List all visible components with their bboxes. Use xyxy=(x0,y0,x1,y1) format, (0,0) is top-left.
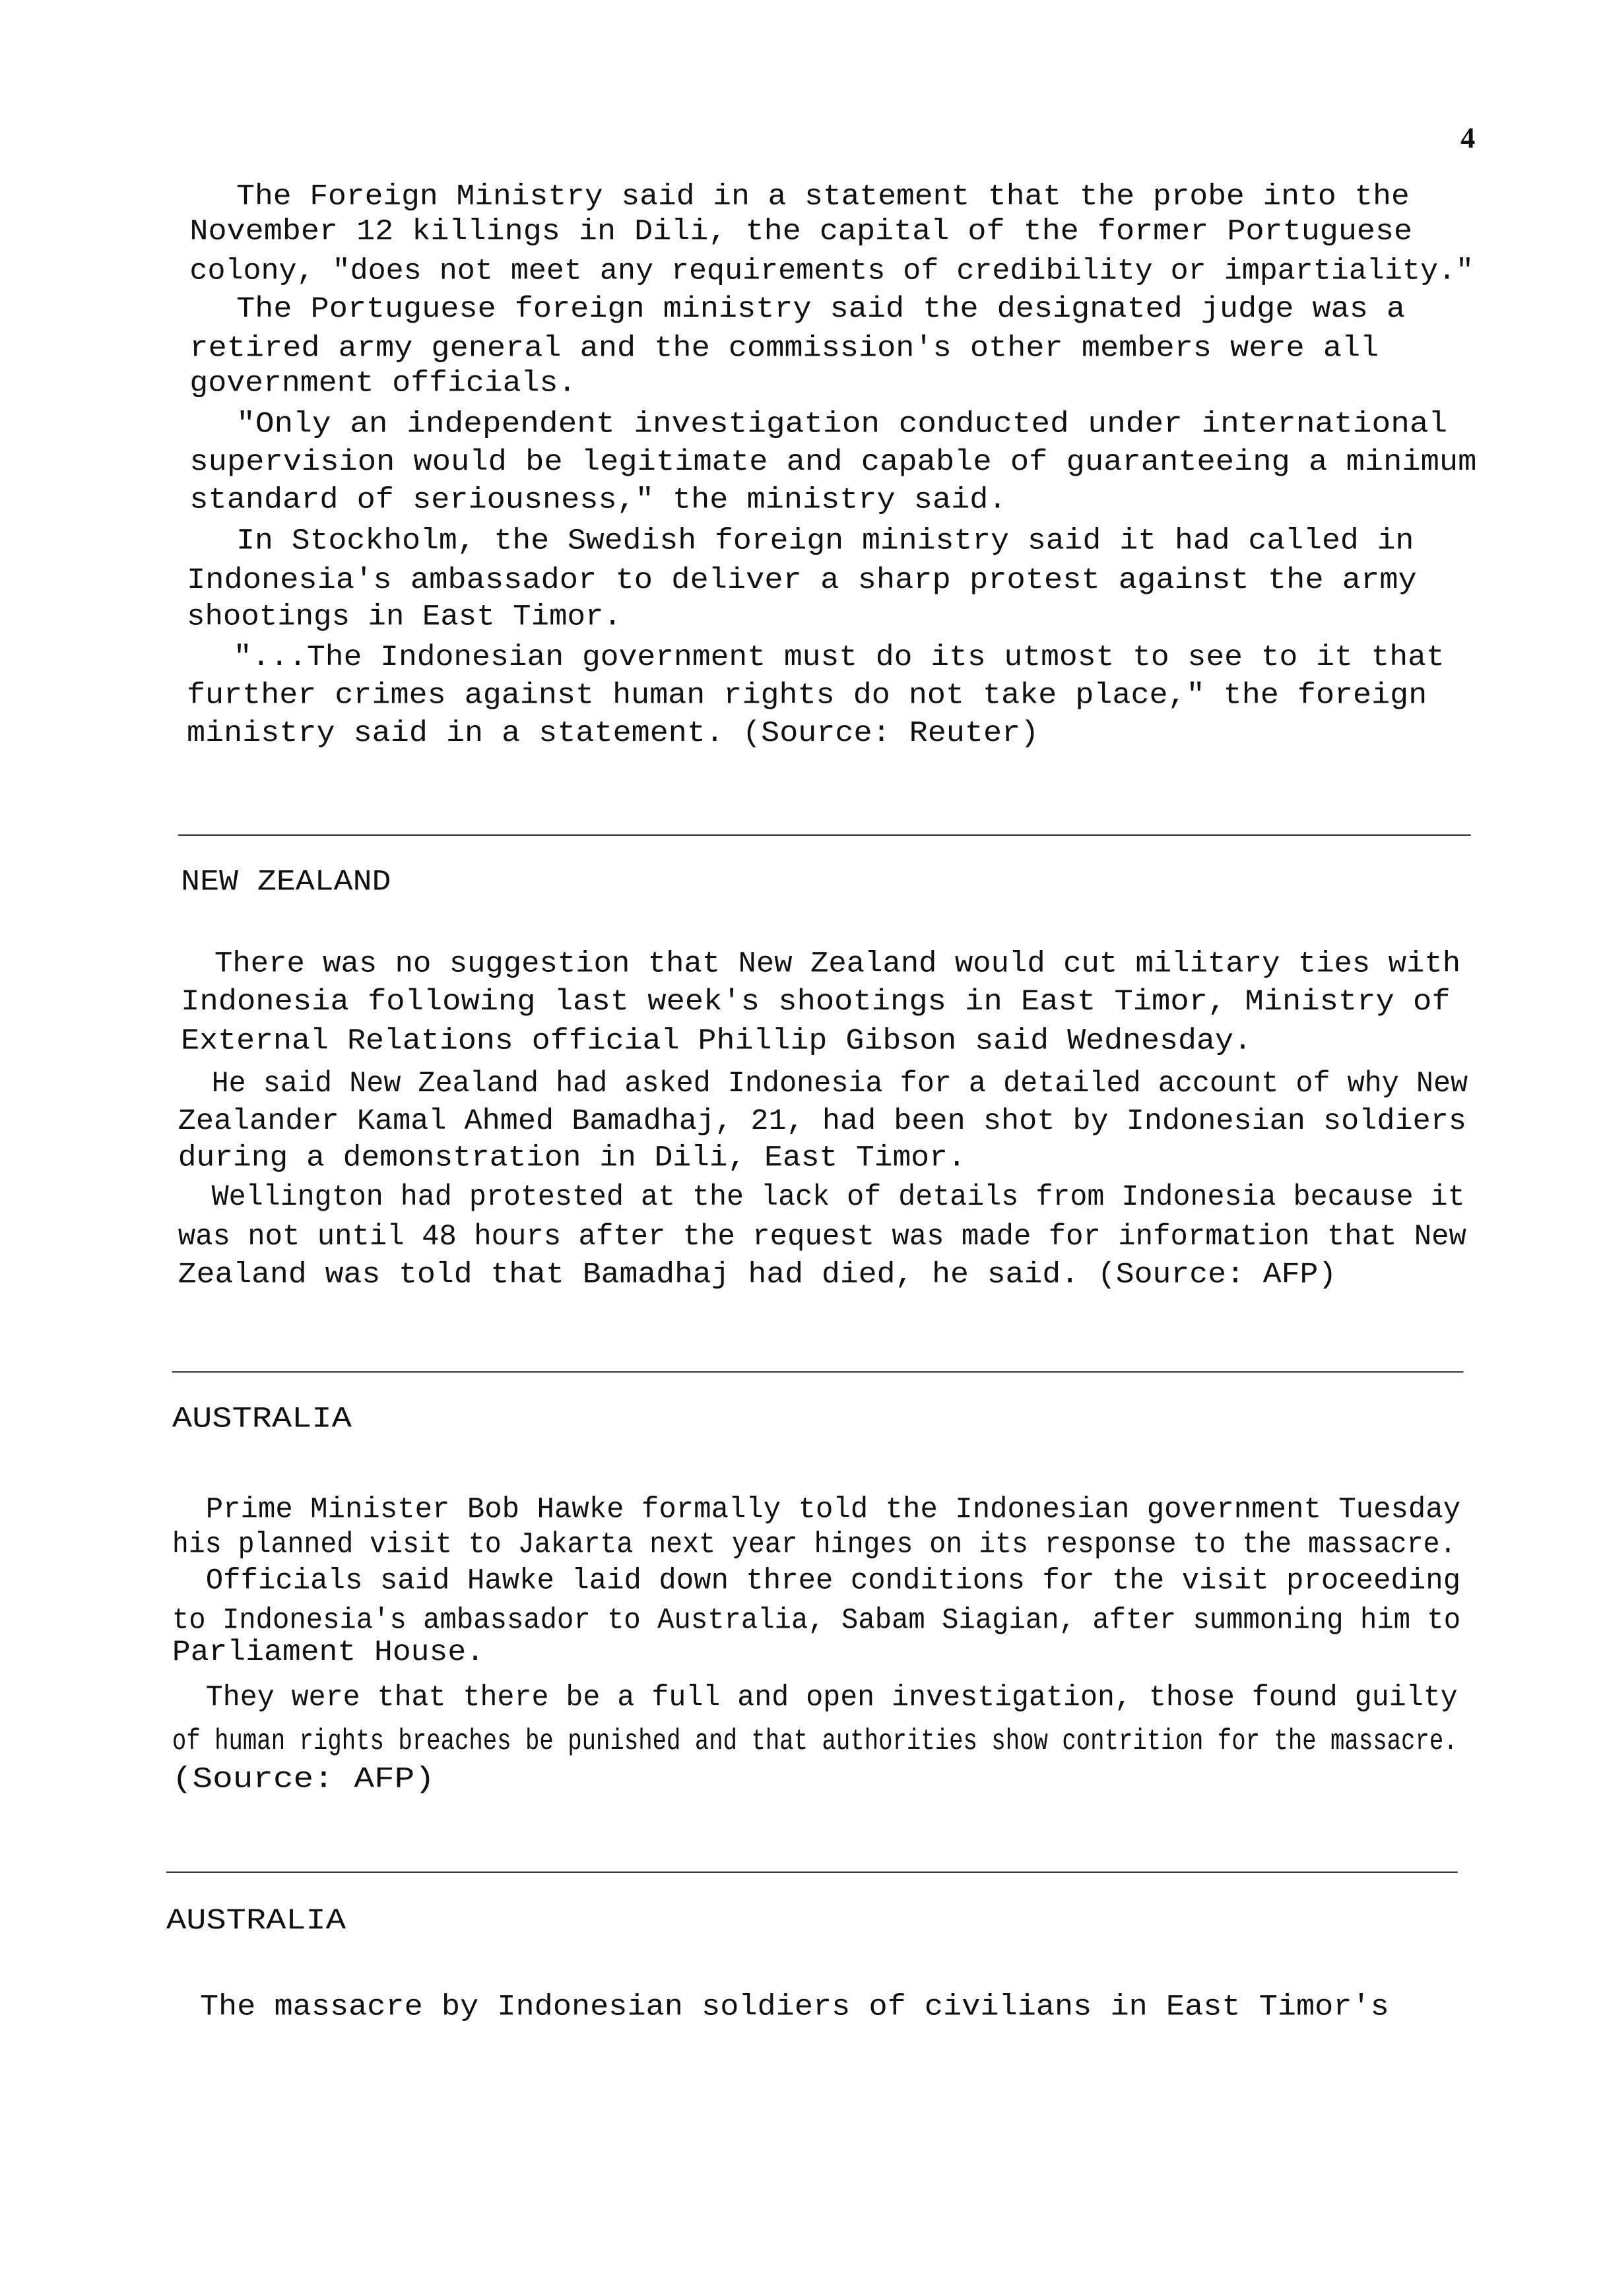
text-line: government officials. xyxy=(189,367,577,401)
text-line: Indonesia's ambassador to deliver a sharp protest against the army xyxy=(186,564,1417,598)
section-divider xyxy=(172,1371,1464,1372)
page-number: 4 xyxy=(1460,122,1476,155)
text-line: External Relations official Phillip Gibson said Wednesday. xyxy=(181,1025,1252,1060)
text-line: Zealand was told that Bamadhaj had died, he said. (Source: AFP) xyxy=(178,1259,1337,1292)
text-line: In Stockholm, the Swedish foreign ministry said it had called in xyxy=(236,525,1414,559)
text-line: his planned visit to Jakarta next year hinges on its response to the massacre. xyxy=(172,1529,1457,1562)
text-line: during a demonstration in Dili, East Timor. xyxy=(178,1142,966,1176)
text-line: Indonesia following last week's shootings in East Timor, Ministry of xyxy=(181,986,1451,1020)
section-divider xyxy=(166,1872,1458,1873)
section-divider xyxy=(178,835,1471,836)
text-line: November 12 killings in Dili, the capital of the former Portuguese xyxy=(189,216,1413,250)
section-heading: AUSTRALIA xyxy=(172,1403,352,1437)
text-line: "Only an independent investigation conducted under international xyxy=(236,408,1448,442)
text-line: Officials said Hawke laid down three conditions for the visit proceeding xyxy=(205,1565,1461,1599)
text-line: of human rights breaches be punished and that authorities show contrition for the massacre. xyxy=(172,1725,1458,1760)
text-line: The Foreign Ministry said in a statement that the probe into the xyxy=(236,181,1410,215)
text-line: supervision would be legitimate and capable of guaranteeing a minimum xyxy=(189,446,1477,480)
text-line: There was no suggestion that New Zealand would cut military ties with xyxy=(214,948,1461,982)
text-line: ministry said in a statement. (Source: Reuter) xyxy=(186,717,1039,751)
text-line: Zealander Kamal Ahmed Bamadhaj, 21, had been shot by Indonesian soldiers xyxy=(178,1105,1466,1139)
text-line: retired army general and the commission's other members were all xyxy=(189,333,1379,366)
text-line: to Indonesia's ambassador to Australia, Sabam Siagian, after summoning him to xyxy=(172,1604,1461,1638)
text-line: Prime Minister Bob Hawke formally told the Indonesian government Tuesday xyxy=(205,1493,1461,1527)
text-line: shootings in East Timor. xyxy=(186,600,622,635)
text-line: Parliament House. xyxy=(172,1636,485,1671)
text-line: The Portuguese foreign ministry said the designated judge was a xyxy=(236,293,1406,327)
text-line: (Source: AFP) xyxy=(172,1763,435,1797)
text-line: They were that there be a full and open investigation, those found guilty xyxy=(205,1682,1458,1716)
text-line: "...The Indonesian government must do its utmost to see to it that xyxy=(233,641,1445,676)
text-line: further crimes against human rights do not take place," the foreign xyxy=(186,680,1427,714)
text-line: colony, "does not meet any requirements of credibility or impartiality." xyxy=(189,255,1474,289)
text-line: was not until 48 hours after the request was made for information that New xyxy=(178,1221,1466,1255)
section-heading: AUSTRALIA xyxy=(166,1905,346,1939)
text-line: standard of seriousness," the ministry said. xyxy=(189,484,1007,518)
text-line: Wellington had protested at the lack of details from Indonesia because it xyxy=(211,1181,1465,1215)
text-line: He said New Zealand had asked Indonesia for a detailed account of why New xyxy=(211,1068,1468,1102)
section-heading: NEW ZEALAND xyxy=(181,866,391,901)
text-line: The massacre by Indonesian soldiers of civilians in East Timor's xyxy=(199,1991,1389,2025)
